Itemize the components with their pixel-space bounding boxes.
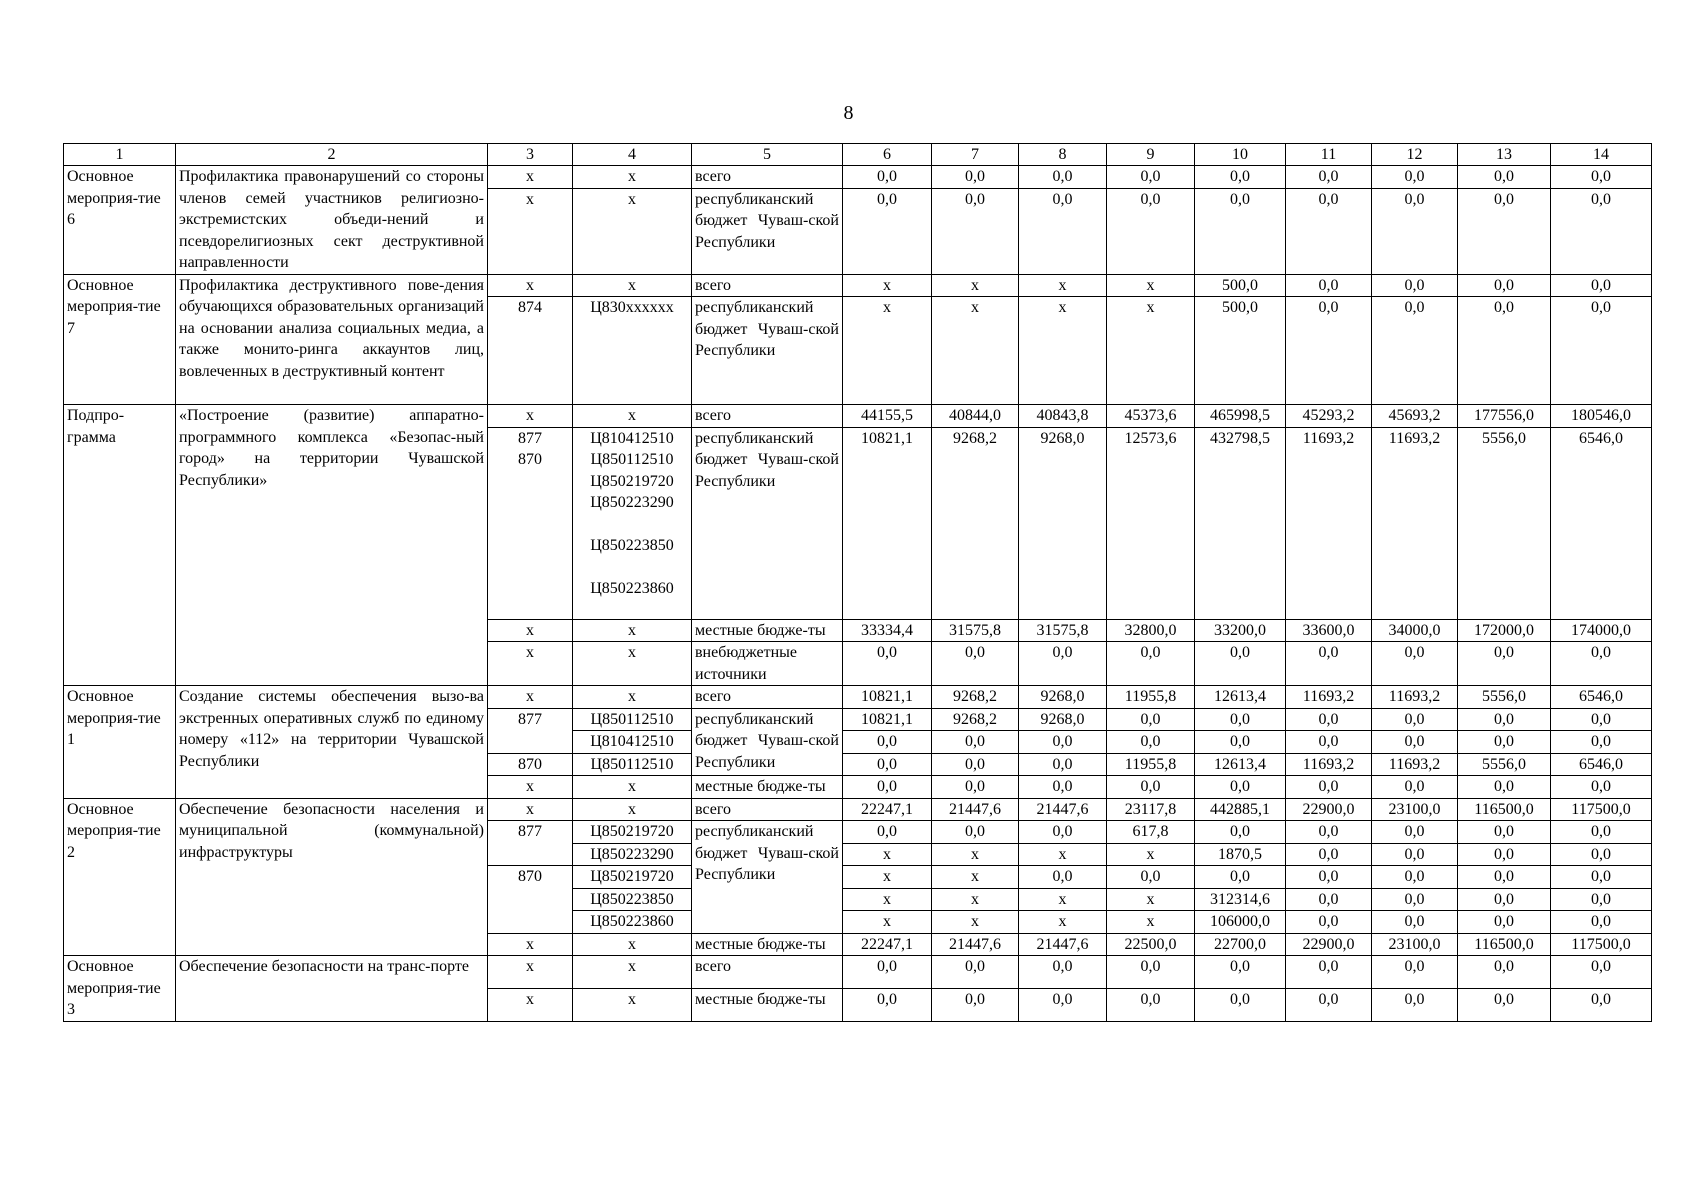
value-cell: x [843,297,932,405]
value-cell: 117500,0 [1551,798,1652,821]
csr-code: Ц850223290 [590,494,674,511]
value-cell: x [1107,297,1195,405]
value-cell: x [1107,888,1195,911]
value-cell: 0,0 [1372,888,1458,911]
grbs-code: x [488,686,573,709]
csr-code: x [573,166,692,189]
value-cell: 0,0 [932,731,1019,754]
value-cell: 0,0 [1195,956,1286,989]
csr-code: x [573,188,692,274]
value-cell: 0,0 [1551,988,1652,1021]
value-cell: 0,0 [1019,776,1107,799]
csr-code: x [573,405,692,428]
value-cell: 22700,0 [1195,933,1286,956]
column-header: 2 [176,144,488,166]
value-cell: 0,0 [932,753,1019,776]
funding-source: республиканский бюджет Чуваш-ской Республики [692,708,843,776]
grbs-code: x [488,642,573,686]
table-row [64,956,1652,989]
value-cell: 9268,2 [932,427,1019,619]
value-cell: 0,0 [1019,821,1107,844]
value-cell: 34000,0 [1372,619,1458,642]
csr-code: Ц850223290 [573,843,692,866]
grbs-code-list [488,427,573,619]
value-cell: 22900,0 [1286,933,1372,956]
value-cell: 0,0 [1458,956,1551,989]
value-cell: 22247,1 [843,933,932,956]
value-cell: 11693,2 [1372,686,1458,709]
value-cell: 0,0 [1372,297,1458,405]
csr-code: Ц850219720 [573,821,692,844]
value-cell: x [932,297,1019,405]
funding-source: всего [692,274,843,297]
grbs-code: x [488,274,573,297]
funding-source: внебюджетные источники [692,642,843,686]
grbs-code: 870 [488,866,573,934]
value-cell: x [843,911,932,934]
column-header: 6 [843,144,932,166]
value-cell: 0,0 [1286,166,1372,189]
value-cell: 0,0 [843,956,932,989]
value-cell: 44155,5 [843,405,932,428]
value-cell: 0,0 [1286,708,1372,731]
csr-code: Ц850219720 [573,866,692,889]
value-cell: 0,0 [1551,731,1652,754]
value-cell: 0,0 [1286,888,1372,911]
value-cell: 0,0 [1195,821,1286,844]
value-cell: x [843,866,932,889]
grbs-code: x [488,776,573,799]
value-cell: 0,0 [1458,776,1551,799]
value-cell: 33334,4 [843,619,932,642]
value-cell: 0,0 [1107,708,1195,731]
value-cell: 0,0 [1107,188,1195,274]
csr-code: x [573,686,692,709]
value-cell: 0,0 [1286,821,1372,844]
value-cell: 11693,2 [1286,753,1372,776]
funding-source: республиканский бюджет Чуваш-ской Республики [692,821,843,934]
value-cell: 0,0 [1019,731,1107,754]
value-cell: 0,0 [1195,166,1286,189]
value-cell: 31575,8 [932,619,1019,642]
value-cell: 0,0 [1286,297,1372,405]
csr-code: Ц850223860 [590,580,674,597]
activity-label: Основное мероприя-тие 6 [64,166,176,275]
grbs-code: 877 [518,429,542,447]
value-cell: x [1107,911,1195,934]
value-cell: 40843,8 [1019,405,1107,428]
value-cell: 0,0 [1195,188,1286,274]
value-cell: 9268,2 [932,708,1019,731]
csr-code: Ц850219720 [590,472,674,490]
value-cell: 33600,0 [1286,619,1372,642]
funding-source: республиканский бюджет Чуваш-ской Республики [692,297,843,405]
funding-source: местные бюдже-ты [692,619,843,642]
table-row [64,798,1652,821]
value-cell: x [932,888,1019,911]
csr-code: x [573,933,692,956]
value-cell: x [932,274,1019,297]
table-row [64,166,1652,189]
activity-label: Основное мероприя-тие 3 [64,956,176,1022]
value-cell: 0,0 [1551,888,1652,911]
value-cell: 0,0 [1107,956,1195,989]
value-cell: 10821,1 [843,686,932,709]
value-cell: x [1019,911,1107,934]
value-cell: 0,0 [1458,642,1551,686]
csr-code: x [573,956,692,989]
value-cell: 0,0 [1551,776,1652,799]
spacer [576,514,688,536]
csr-code: Ц850223850 [590,537,674,554]
value-cell: 11693,2 [1372,753,1458,776]
value-cell: 0,0 [1372,821,1458,844]
value-cell: 0,0 [932,188,1019,274]
value-cell: 0,0 [1458,911,1551,934]
value-cell: 0,0 [1372,166,1458,189]
activity-name: Профилактика деструктивного пове-дения обучающихся образовательных организаций на основании анализа социальных медиа, а также монито-ринга аккаунтов лиц, вовлеченных в деструктивный контент [176,274,488,405]
grbs-code: x [488,188,573,274]
grbs-code: 877 [488,708,573,753]
value-cell: 23117,8 [1107,798,1195,821]
value-cell: 0,0 [932,956,1019,989]
value-cell: 21447,6 [1019,933,1107,956]
value-cell: 174000,0 [1551,619,1652,642]
value-cell: x [1019,888,1107,911]
value-cell: 0,0 [1372,188,1458,274]
value-cell: 442885,1 [1195,798,1286,821]
column-header: 4 [573,144,692,166]
funding-source: всего [692,686,843,709]
value-cell: 23100,0 [1372,798,1458,821]
value-cell: x [932,911,1019,934]
value-cell: 32800,0 [1107,619,1195,642]
value-cell: 0,0 [1195,988,1286,1021]
value-cell: 31575,8 [1019,619,1107,642]
value-cell: 0,0 [1458,821,1551,844]
value-cell: 0,0 [1019,753,1107,776]
funding-source: всего [692,166,843,189]
funding-source: всего [692,405,843,428]
value-cell: 500,0 [1195,274,1286,297]
csr-code: Ц850223860 [573,911,692,934]
value-cell: 0,0 [1019,866,1107,889]
funding-source: местные бюдже-ты [692,776,843,799]
value-cell: 1870,5 [1195,843,1286,866]
value-cell: 0,0 [1107,642,1195,686]
value-cell: 0,0 [1372,988,1458,1021]
value-cell: 5556,0 [1458,753,1551,776]
value-cell: 0,0 [932,776,1019,799]
value-cell: 9268,0 [1019,708,1107,731]
value-cell: 0,0 [932,821,1019,844]
column-header: 13 [1458,144,1551,166]
value-cell: 11693,2 [1286,427,1372,619]
value-cell: 0,0 [843,642,932,686]
value-cell: x [1019,274,1107,297]
value-cell: 22247,1 [843,798,932,821]
activity-name: Создание системы обеспечения вызо-ва экстренных оперативных служб по единому номеру «112» на территории Чувашской Республики [176,686,488,799]
value-cell: 0,0 [843,731,932,754]
value-cell: 0,0 [1019,188,1107,274]
page-number: 8 [843,102,854,124]
value-cell: 21447,6 [932,933,1019,956]
value-cell: 0,0 [843,821,932,844]
csr-code: Ц830xxxxxx [573,297,692,405]
value-cell: 45693,2 [1372,405,1458,428]
column-header: 8 [1019,144,1107,166]
value-cell: 116500,0 [1458,798,1551,821]
csr-code: Ц850223850 [573,888,692,911]
value-cell: 23100,0 [1372,933,1458,956]
value-cell: x [1019,297,1107,405]
value-cell: 0,0 [1107,988,1195,1021]
csr-code: x [573,776,692,799]
column-header: 11 [1286,144,1372,166]
value-cell: 0,0 [1551,642,1652,686]
value-cell: 0,0 [1195,642,1286,686]
value-cell: 11955,8 [1107,753,1195,776]
value-cell: 0,0 [1458,188,1551,274]
csr-code: Ц850112510 [573,753,692,776]
value-cell: 0,0 [1019,642,1107,686]
value-cell: 0,0 [1372,956,1458,989]
value-cell: 12573,6 [1107,427,1195,619]
value-cell: 0,0 [1458,708,1551,731]
value-cell: 0,0 [1195,708,1286,731]
funding-source: местные бюдже-ты [692,988,843,1021]
value-cell: 0,0 [1107,731,1195,754]
csr-code: Ц810412510 [590,429,674,447]
value-cell: 21447,6 [1019,798,1107,821]
value-cell: 0,0 [1195,776,1286,799]
value-cell: 0,0 [843,776,932,799]
value-cell: 0,0 [843,988,932,1021]
value-cell: 0,0 [1195,731,1286,754]
value-cell: 0,0 [1286,274,1372,297]
value-cell: 0,0 [1551,821,1652,844]
grbs-code: 870 [488,753,573,776]
value-cell: 0,0 [1372,642,1458,686]
value-cell: 0,0 [1551,956,1652,989]
column-header: 14 [1551,144,1652,166]
grbs-code: 877 [488,821,573,866]
value-cell: 116500,0 [1458,933,1551,956]
value-cell: 500,0 [1195,297,1286,405]
value-cell: 0,0 [1286,188,1372,274]
column-header: 7 [932,144,1019,166]
funding-source: местные бюдже-ты [692,933,843,956]
value-cell: x [1019,843,1107,866]
value-cell: 12613,4 [1195,686,1286,709]
value-cell: 22500,0 [1107,933,1195,956]
budget-table [63,143,1652,1022]
grbs-code: x [488,619,573,642]
value-cell: 0,0 [1019,956,1107,989]
grbs-code: x [488,798,573,821]
value-cell: 6546,0 [1551,686,1652,709]
value-cell: 0,0 [843,188,932,274]
table-row [64,274,1652,297]
value-cell: 6546,0 [1551,753,1652,776]
grbs-code: x [488,933,573,956]
value-cell: 0,0 [1458,166,1551,189]
value-cell: 312314,6 [1195,888,1286,911]
value-cell: 0,0 [1458,843,1551,866]
value-cell: 0,0 [1458,297,1551,405]
value-cell: x [1107,274,1195,297]
value-cell: 0,0 [1286,731,1372,754]
value-cell: 0,0 [1458,731,1551,754]
value-cell: 0,0 [1458,866,1551,889]
header-row [64,144,1652,166]
grbs-code: x [488,166,573,189]
value-cell: 11955,8 [1107,686,1195,709]
value-cell: 0,0 [1372,708,1458,731]
value-cell: 0,0 [1372,731,1458,754]
value-cell: 0,0 [1551,166,1652,189]
value-cell: x [932,866,1019,889]
column-header: 1 [64,144,176,166]
value-cell: 0,0 [1372,866,1458,889]
value-cell: 117500,0 [1551,933,1652,956]
value-cell: 9268,2 [932,686,1019,709]
value-cell: 40844,0 [932,405,1019,428]
activity-label: Основное мероприя-тие 2 [64,798,176,956]
value-cell: 0,0 [1458,888,1551,911]
value-cell: 0,0 [1286,843,1372,866]
value-cell: x [843,843,932,866]
value-cell: 33200,0 [1195,619,1286,642]
value-cell: 45293,2 [1286,405,1372,428]
grbs-code: 874 [488,297,573,405]
value-cell: 9268,0 [1019,427,1107,619]
activity-name: «Построение (развитие) аппаратно-программного комплекса «Безопас-ный город» на территории Чувашской Республики» [176,405,488,686]
value-cell: 0,0 [843,166,932,189]
value-cell: x [843,274,932,297]
activity-label: Подпро-грамма [64,405,176,686]
value-cell: 11693,2 [1372,427,1458,619]
value-cell: 0,0 [1551,188,1652,274]
value-cell: 0,0 [1551,274,1652,297]
column-header: 9 [1107,144,1195,166]
column-header: 5 [692,144,843,166]
value-cell: 0,0 [1458,274,1551,297]
value-cell: 0,0 [843,753,932,776]
value-cell: 6546,0 [1551,427,1652,619]
value-cell: 5556,0 [1458,427,1551,619]
grbs-code: 870 [518,451,542,468]
value-cell: 177556,0 [1458,405,1551,428]
value-cell: 0,0 [1107,866,1195,889]
value-cell: 11693,2 [1286,686,1372,709]
value-cell: x [843,888,932,911]
value-cell: 0,0 [932,988,1019,1021]
value-cell: 0,0 [1195,866,1286,889]
csr-code: x [573,274,692,297]
value-cell: 0,0 [1107,166,1195,189]
value-cell: 0,0 [932,166,1019,189]
grbs-code: x [488,405,573,428]
value-cell: 0,0 [1372,776,1458,799]
funding-source: всего [692,798,843,821]
value-cell: 21447,6 [932,798,1019,821]
value-cell: x [932,843,1019,866]
value-cell: 0,0 [1019,166,1107,189]
value-cell: 0,0 [1286,956,1372,989]
value-cell: 0,0 [1551,911,1652,934]
column-header: 3 [488,144,573,166]
value-cell: 10821,1 [843,427,932,619]
value-cell: 9268,0 [1019,686,1107,709]
value-cell: 0,0 [1551,708,1652,731]
value-cell: 22900,0 [1286,798,1372,821]
value-cell: 0,0 [932,642,1019,686]
value-cell: 0,0 [1372,911,1458,934]
value-cell: 0,0 [1286,911,1372,934]
value-cell: 172000,0 [1458,619,1551,642]
funding-source: республиканский бюджет Чуваш-ской Республики [692,427,843,619]
csr-code: x [573,619,692,642]
value-cell: 0,0 [1286,866,1372,889]
funding-source: всего [692,956,843,989]
value-cell: 0,0 [1551,297,1652,405]
csr-code: x [573,988,692,1021]
csr-code: Ц850112510 [573,708,692,731]
csr-code: Ц810412510 [573,731,692,754]
csr-code: x [573,642,692,686]
value-cell: x [1107,843,1195,866]
value-cell: 432798,5 [1195,427,1286,619]
value-cell: 0,0 [1286,776,1372,799]
spacer [576,557,688,579]
value-cell: 0,0 [1372,843,1458,866]
value-cell: 10821,1 [843,708,932,731]
column-header: 10 [1195,144,1286,166]
csr-code-list [573,427,692,619]
grbs-code: x [488,988,573,1021]
column-header: 12 [1372,144,1458,166]
value-cell: 465998,5 [1195,405,1286,428]
table-row [64,686,1652,709]
value-cell: 0,0 [1286,642,1372,686]
activity-label: Основное мероприя-тие 1 [64,686,176,799]
value-cell: 0,0 [1372,274,1458,297]
value-cell: 0,0 [1286,988,1372,1021]
activity-label: Основное мероприя-тие 7 [64,274,176,405]
csr-code: x [573,798,692,821]
table-row [64,405,1652,428]
value-cell: 5556,0 [1458,686,1551,709]
value-cell: 0,0 [1107,776,1195,799]
value-cell: 0,0 [1551,866,1652,889]
value-cell: 180546,0 [1551,405,1652,428]
value-cell: 106000,0 [1195,911,1286,934]
value-cell: 12613,4 [1195,753,1286,776]
value-cell: 0,0 [1458,988,1551,1021]
csr-code: Ц850112510 [590,451,674,468]
value-cell: 0,0 [1551,843,1652,866]
grbs-code: x [488,956,573,989]
activity-name: Профилактика правонарушений со стороны членов семей участников религиозно-экстремистских объеди-нений и псевдорелигиозных сект деструктивной направленности [176,166,488,275]
value-cell: 45373,6 [1107,405,1195,428]
funding-source: республиканский бюджет Чуваш-ской Республики [692,188,843,274]
activity-name: Обеспечение безопасности населения и муниципальной (коммунальной) инфраструктуры [176,798,488,956]
value-cell: 0,0 [1019,988,1107,1021]
value-cell: 617,8 [1107,821,1195,844]
activity-name: Обеспечение безопасности на транс-порте [176,956,488,1022]
